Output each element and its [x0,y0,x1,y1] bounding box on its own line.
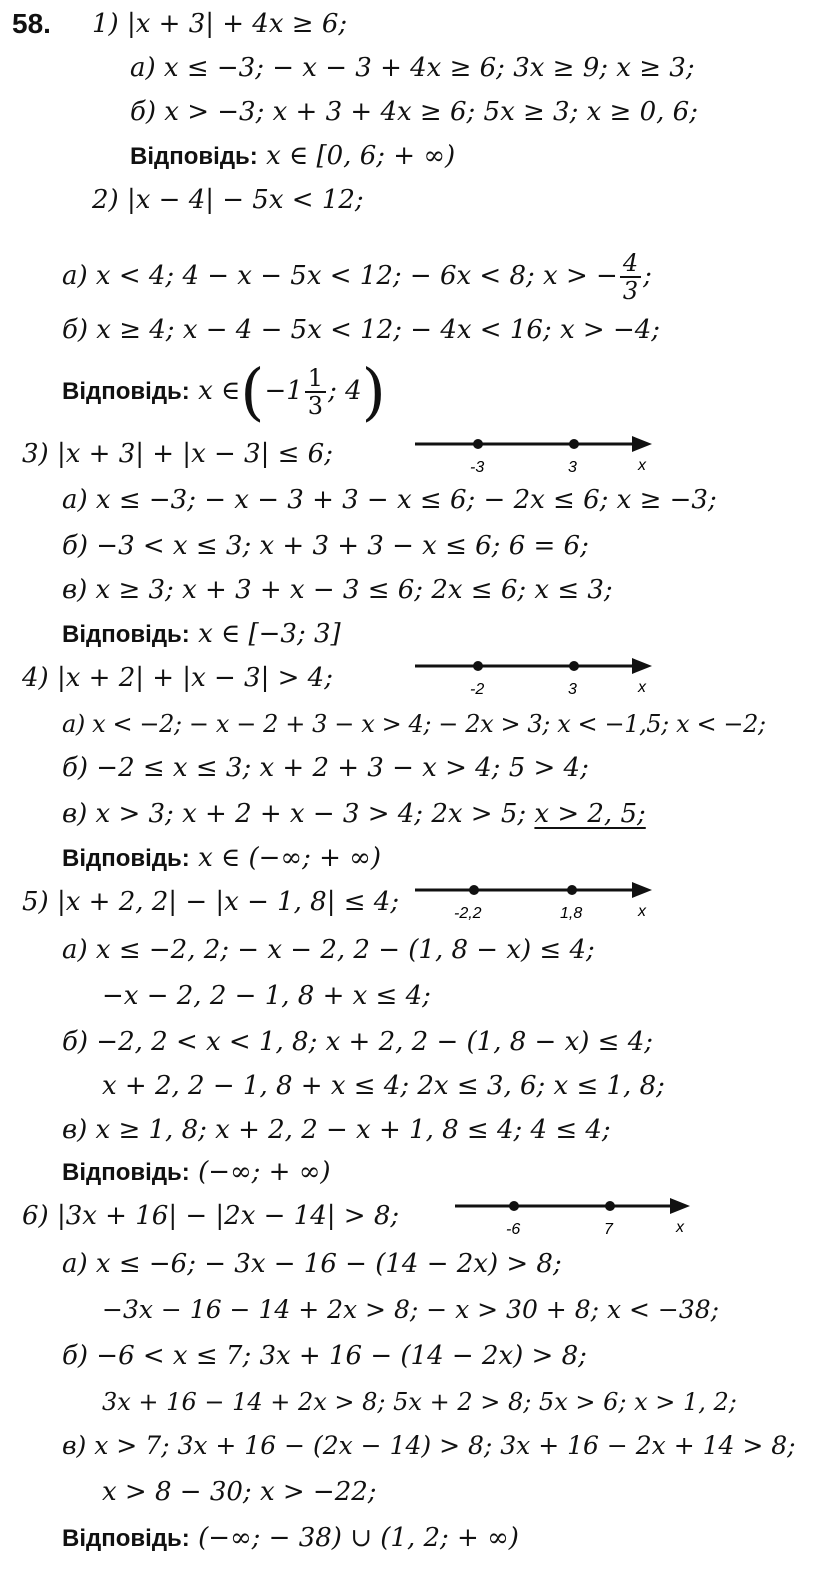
p2-answer [62,355,386,428]
p1-title: 1) |x + 3| + 4x ≥ 6; [92,9,348,39]
answer-rest: ; 4 [328,376,362,406]
fraction-numerator: 1 [305,365,326,393]
p6-case-a-line2: −3x − 16 − 14 + 2x > 8; − x > 30 + 8; x < −38; [102,1295,720,1324]
p3-case-b: б) −3 < x ≤ 3; x + 3 + 3 − x ≤ 6; 6 = 6; [62,531,589,561]
axis-point-label: 3 [568,459,577,476]
fraction-numerator: 4 [620,250,641,278]
axis-arrow [670,1198,690,1214]
p5-number-line [410,876,660,924]
problem-number: 58. [12,8,51,39]
answer-value: x ∈ [−3; 3] [198,619,341,649]
p2-case-a-end: ; [643,261,652,291]
answer-value: (−∞; + ∞) [198,1157,331,1187]
p2-case-a [62,250,652,304]
p3-title: 3) |x + 3| + |x − 3| ≤ 6; [22,439,333,469]
p3-case-c: в) x ≥ 3; x + 3 + x − 3 ≤ 6; 2x ≤ 6; x ≤ 3; [62,575,613,605]
p4-case-c-result: x > 2, 5; [534,799,646,829]
axis-point-label: -3 [470,459,485,476]
p2-case-b: б) x ≥ 4; x − 4 − 5x < 12; − 4x < 16; x > −4; [62,315,661,345]
axis-point-label: -6 [506,1221,521,1238]
fraction-denominator: 3 [622,277,639,305]
p5-title: 5) |x + 2, 2| − |x − 1, 8| ≤ 4; [22,887,400,917]
p4-case-c [62,798,646,830]
p4-case-b: б) −2 ≤ x ≤ 3; x + 2 + 3 − x > 4; 5 > 4; [62,753,589,783]
axis-point [509,1201,519,1211]
answer-label: Відповідь: [62,621,190,648]
answer-integer: −1 [264,376,303,406]
p5-answer [62,1156,331,1189]
open-paren: ( [240,355,265,428]
axis-variable-label: x [638,457,646,474]
p4-case-a: а) x < −2; − x − 2 + 3 − x > 4; − 2x > 3; x < −1,5; x < −2; [62,710,766,738]
answer-value: (−∞; − 38) ∪ (1, 2; + ∞) [198,1523,519,1553]
axis-point-label: 1,8 [560,905,583,922]
p4-answer [62,842,381,875]
close-paren: ) [361,355,386,428]
p6-case-b-line1: б) −6 < x ≤ 7; 3x + 16 − (14 − 2x) > 8; [62,1341,587,1371]
p6-number-line [450,1192,700,1240]
answer-value: x ∈ [0, 6; + ∞) [266,141,456,171]
answer-value: x ∈ (−∞; + ∞) [198,843,381,873]
axis-point [473,661,483,671]
p1-case-a: а) x ≤ −3; − x − 3 + 4x ≥ 6; 3x ≥ 9; x ≥ 3; [130,53,695,83]
axis-arrow [632,436,652,452]
p1-case-b: б) x > −3; x + 3 + 4x ≥ 6; 5x ≥ 3; x ≥ 0, 6; [130,97,698,127]
p4-number-line [410,652,660,700]
axis-point [605,1201,615,1211]
fraction [620,250,641,304]
axis-point [569,439,579,449]
answer-label: Відповідь: [62,1159,190,1186]
p5-case-b-line1: б) −2, 2 < x < 1, 8; x + 2, 2 − (1, 8 − x) ≤ 4; [62,1027,654,1057]
p6-case-c-line1: в) x > 7; 3x + 16 − (2x − 14) > 8; 3x + 16 − 2x + 14 > 8; [62,1431,796,1460]
axis-arrow [632,882,652,898]
axis-point [569,661,579,671]
p3-case-a: а) x ≤ −3; − x − 3 + 3 − x ≤ 6; − 2x ≤ 6; x ≥ −3; [62,485,717,515]
p6-title: 6) |3x + 16| − |2x − 14| > 8; [22,1201,400,1231]
axis-point-label: -2,2 [454,905,482,922]
answer-label: Відповідь: [130,143,258,170]
p5-case-c: в) x ≥ 1, 8; x + 2, 2 − x + 1, 8 ≤ 4; 4 ≤ 4; [62,1115,611,1145]
p6-case-b-line2: 3x + 16 − 14 + 2x > 8; 5x + 2 > 8; 5x > 6; x > 1, 2; [102,1388,737,1416]
answer-prefix: x ∈ [198,376,241,406]
axis-point-label: 3 [568,681,577,698]
p4-title: 4) |x + 2| + |x − 3| > 4; [22,663,333,693]
axis-arrow [632,658,652,674]
p2-title: 2) |x − 4| − 5x < 12; [92,185,364,215]
p1-answer [130,140,455,173]
axis-variable-label: x [676,1219,684,1236]
p3-answer [62,618,341,651]
fraction [305,365,326,419]
p6-answer [62,1522,519,1555]
axis-point [473,439,483,449]
answer-label: Відповідь: [62,378,190,405]
fraction-denominator: 3 [307,392,324,420]
axis-variable-label: x [638,679,646,696]
answer-label: Відповідь: [62,1525,190,1552]
axis-point-label: 7 [604,1221,613,1238]
p5-case-b-line2: x + 2, 2 − 1, 8 + x ≤ 4; 2x ≤ 3, 6; x ≤ 1, 8; [102,1071,665,1101]
p5-case-a-line2: −x − 2, 2 − 1, 8 + x ≤ 4; [102,981,431,1011]
p3-number-line [410,430,660,478]
p4-case-c-text: в) x > 3; x + 2 + x − 3 > 4; 2x > 5; [62,799,527,829]
answer-label: Відповідь: [62,845,190,872]
p2-case-a-text: а) x < 4; 4 − x − 5x < 12; − 6x < 8; x > − [62,261,618,291]
axis-point-label: -2 [470,681,485,698]
p6-case-a-line1: а) x ≤ −6; − 3x − 16 − (14 − 2x) > 8; [62,1249,562,1279]
p6-case-c-line2: x > 8 − 30; x > −22; [102,1477,377,1507]
axis-point [469,885,479,895]
axis-variable-label: x [638,903,646,920]
axis-point [567,885,577,895]
p5-case-a-line1: а) x ≤ −2, 2; − x − 2, 2 − (1, 8 − x) ≤ 4; [62,935,595,965]
